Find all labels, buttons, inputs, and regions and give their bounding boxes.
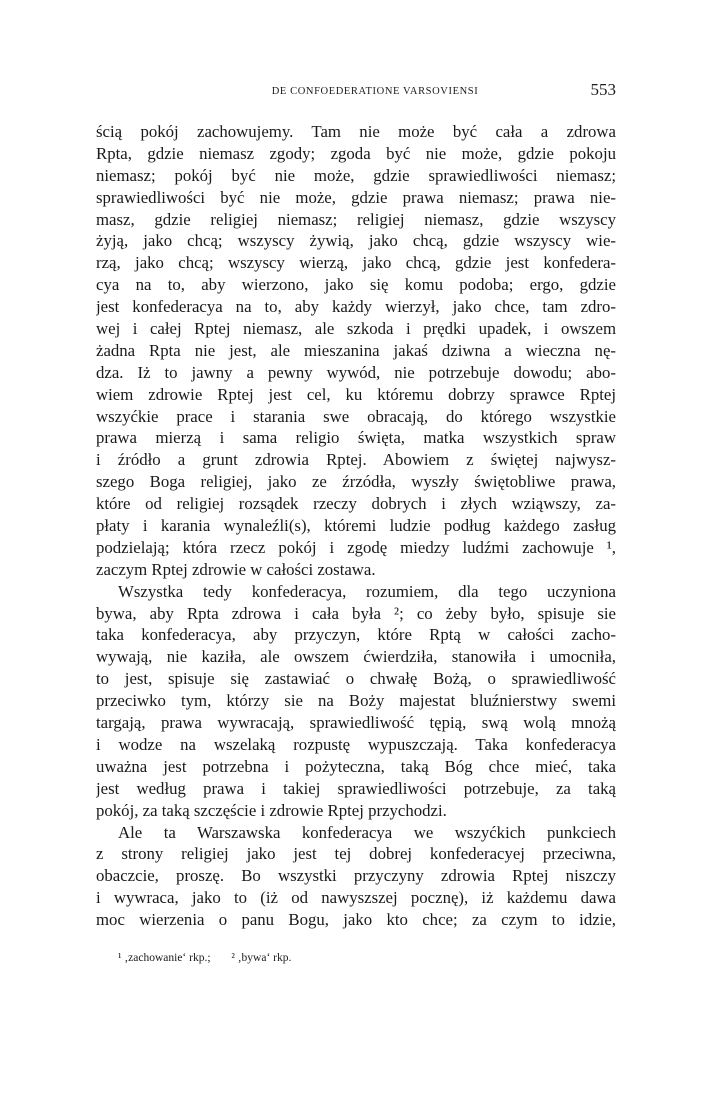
text-line: które od religiej rozsądek rzeczy dobrych i złych wziąwszy, za- xyxy=(96,494,616,514)
text-line: taka konfederacya, aby przyczyn, które Rptą w całości zacho- xyxy=(96,625,616,645)
body-text xyxy=(96,121,616,931)
text-line: jest według prawa i takiej sprawiedliwości potrzebuje, za taką xyxy=(96,778,616,798)
text-line: moc wierzenia o panu Bogu, jako kto chce; za czym to idzie, xyxy=(96,910,616,930)
text-line: i źródło a grunt zdrowia Rptej. Abowiem z świętej najwysz- xyxy=(96,450,616,470)
text-line: płaty i karania wynaleźli(s), któremi ludzie podług każdego zasług xyxy=(96,516,616,536)
text-line: szego Boga religiej, jako ze źrzódła, wyszły świętobliwe prawa, xyxy=(96,472,616,492)
text-line: pokój, za taką szczęście i zdrowie Rptej przychodzi. xyxy=(96,800,447,820)
text-line: to jest, spisuje się zastawiać o chwałę Bożą, o sprawiedliwość xyxy=(96,669,616,689)
footnotes xyxy=(96,952,638,964)
running-head xyxy=(96,82,616,102)
text-line: i wywraca, jako to (iż od nawyszszej pocznę), iż każdemu dawa xyxy=(96,888,616,908)
text-line: obaczcie, proszę. Bo wszystki przyczyny zdrowia Rptej niszczy xyxy=(96,866,616,886)
text-line: ścią pokój zachowujemy. Tam nie może być cała a zdrowa xyxy=(96,122,616,141)
text-line: Rpta, gdzie niemasz zgody; zgoda być nie może, gdzie pokoju xyxy=(96,143,616,163)
text-line: rzą, jako chcą; wszyscy wierzą, jako chcą, gdzie jest konfedera- xyxy=(96,253,616,273)
text-line: targają, prawa wywracają, sprawiedliwość tępią, swą wolą mnożą xyxy=(96,713,616,733)
text-line: niemasz; pokój być nie może, gdzie sprawiedliwości niemasz; xyxy=(96,165,616,185)
footnote-1: ¹ ‚zachowanie‘ rkp.; xyxy=(118,952,211,964)
text-line: przeciwko tym, którzy sie na Boży majestat bluźnierstwy swemi xyxy=(96,691,616,711)
text-line: zaczym Rptej zdrowie w całości zostawa. xyxy=(96,559,376,579)
text-line: podzielają; która rzecz pokój i zgodę miedzy ludźmi zachowuje ¹, xyxy=(96,537,616,557)
text-line: prawa mierzą i sama religio święta, matka wszystkich spraw xyxy=(96,428,616,448)
text-line: wywają, nie kaziła, ale owszem ćwierdziła, stanowiła i umocniła, xyxy=(96,647,616,667)
text-line: żadna Rpta nie jest, ale mieszanina jakaś dziwna a wieczna nę- xyxy=(96,340,616,360)
text-line: uważna jest potrzebna i pożyteczna, taką Bóg chce mieć, taka xyxy=(96,756,616,776)
text-line: cya na to, aby wierzono, jako się komu podoba; ergo, gdzie xyxy=(96,275,616,295)
text-line: z strony religiej jako jest tej dobrej konfederacyej przeciwna, xyxy=(96,844,616,864)
text-line: sprawiedliwości być nie może, gdzie prawa niemasz; prawa nie- xyxy=(96,187,616,207)
text-line: wej i całej Rptej niemasz, ale szkoda i prędki upadek, i owszem xyxy=(96,319,616,339)
running-title: DE CONFOEDERATIONE VARSOVIENSI xyxy=(271,86,479,97)
text-line: bywa, aby Rpta zdrowa i cała była ²; co żeby było, spisuje sie xyxy=(96,603,616,623)
text-line: Wszystka tedy konfederacya, rozumiem, dla tego uczyniona xyxy=(118,581,616,601)
text-line: Ale ta Warszawska konfederacya we wszyćkich punkciech xyxy=(118,822,616,842)
text-line: i wodze na wszelaką rozpustę wypuszczają. Taka konfederacya xyxy=(96,734,616,754)
text-line: jest konfederacya na to, aby każdy wierzył, jako chce, tam zdro- xyxy=(96,297,616,317)
text-line: dza. Iż to jawny a pewny wywód, nie potrzebuje dowodu; abo- xyxy=(96,362,616,382)
text-line: masz, gdzie religiej niemasz; religiej niemasz, gdzie wszyscy xyxy=(96,209,616,229)
text-line: wszyćkie prace i starania swe obracają, do którego wszystkie xyxy=(96,406,616,426)
text-line: wiem zdrowie Rptej jest cel, ku któremu dobrzy sprawce Rptej xyxy=(96,384,616,404)
page-number: 553 xyxy=(590,80,616,99)
text-line: żyją, jako chcą; wszyscy żywią, jako chcą, gdzie wszyscy wie- xyxy=(96,231,616,251)
footnote-2: ² ‚bywa‘ rkp. xyxy=(231,952,292,964)
